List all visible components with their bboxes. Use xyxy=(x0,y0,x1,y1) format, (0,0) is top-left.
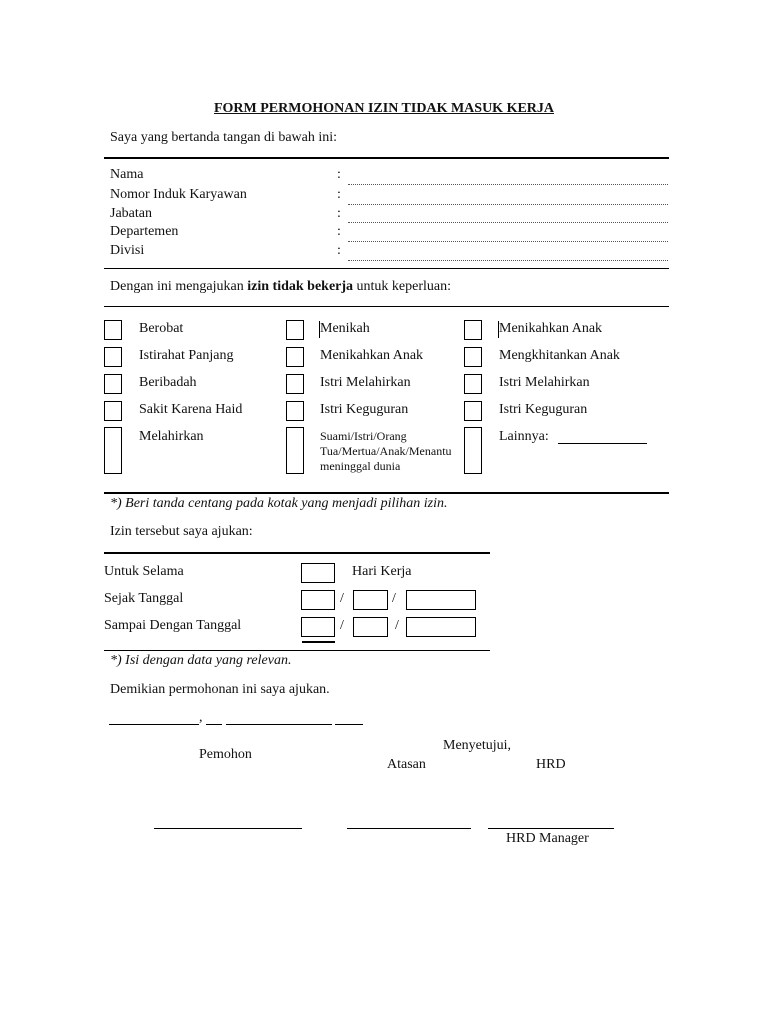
duration-days-input[interactable] xyxy=(301,563,335,583)
checkbox-sakit-karena-haid[interactable] xyxy=(104,401,122,421)
checkbox-keluarga-meninggal[interactable] xyxy=(286,427,304,474)
option-label: Menikahkan Anak xyxy=(320,348,424,363)
divider xyxy=(104,268,669,269)
divider-period-top xyxy=(104,552,490,554)
to-day-input[interactable] xyxy=(301,617,335,637)
divider xyxy=(104,306,669,307)
period-intro: Izin tersebut saya ajukan: xyxy=(110,524,253,539)
approved-label: Menyetujui, xyxy=(443,738,512,753)
day-input-line[interactable] xyxy=(206,724,222,725)
from-year-input[interactable] xyxy=(406,590,476,610)
form-title: FORM PERMOHONAN IZIN TIDAK MASUK KERJA xyxy=(213,101,555,116)
checkbox-melahirkan[interactable] xyxy=(104,427,122,474)
to-month-input[interactable] xyxy=(353,617,388,637)
nik-input-line[interactable] xyxy=(348,204,668,205)
option-label: Istri Melahirkan xyxy=(320,375,411,390)
duration-label: Untuk Selama xyxy=(104,564,184,579)
divider-period-bottom xyxy=(104,650,490,651)
date-sep: / xyxy=(340,618,344,633)
field-label-divisi: Divisi xyxy=(110,243,145,258)
option-label: Istirahat Panjang xyxy=(139,348,234,363)
field-sep: : xyxy=(337,187,341,202)
option-label: Menikahkan Anak xyxy=(499,321,603,336)
month-input-line[interactable] xyxy=(226,724,332,725)
checkbox-istri-melahirkan-2[interactable] xyxy=(464,374,482,394)
option-label: Melahirkan xyxy=(139,429,204,444)
date-sep: / xyxy=(395,618,399,633)
intro-text: Saya yang bertanda tangan di bawah ini: xyxy=(110,130,338,145)
option-label: Istri Keguguran xyxy=(499,402,588,417)
checkbox-menikahkan-anak[interactable] xyxy=(286,347,304,367)
request-text: untuk keperluan: xyxy=(353,279,452,294)
request-sentence xyxy=(110,279,451,295)
field-sep: : xyxy=(337,243,341,258)
divider-thick xyxy=(104,492,669,494)
checkbox-menikahkan-anak-2[interactable] xyxy=(464,320,482,340)
date-sep: / xyxy=(340,591,344,606)
supervisor-signature-line[interactable] xyxy=(347,828,471,829)
place-date-sep: , xyxy=(199,710,203,725)
field-label-nama: Nama xyxy=(110,167,144,182)
to-year-input[interactable] xyxy=(406,617,476,637)
option-label: Lainnya: xyxy=(499,429,549,444)
divider-top xyxy=(104,157,669,159)
request-bold-text: izin tidak bekerja xyxy=(247,279,354,294)
hrd-manager-label: HRD Manager xyxy=(506,831,589,846)
hrd-signature-line[interactable] xyxy=(488,828,614,829)
from-month-input[interactable] xyxy=(353,590,388,610)
from-day-input[interactable] xyxy=(301,590,335,610)
place-input-line[interactable] xyxy=(109,724,199,725)
field-sep: : xyxy=(337,224,341,239)
closing-text: Demikian permohonan ini saya ajukan. xyxy=(110,682,330,697)
option-label: Sakit Karena Haid xyxy=(139,402,243,417)
nama-input-line[interactable] xyxy=(348,184,668,185)
field-sep: : xyxy=(337,167,341,182)
to-date-label: Sampai Dengan Tanggal xyxy=(104,618,242,633)
option-label: Suami/Istri/Orang Tua/Mertua/Anak/Menantu meninggal dunia xyxy=(320,429,452,473)
option-label: Berobat xyxy=(139,321,184,336)
divisi-input-line[interactable] xyxy=(348,260,668,261)
supervisor-label: Atasan xyxy=(387,757,426,772)
from-date-label: Sejak Tanggal xyxy=(104,591,184,606)
option-label: Istri Melahirkan xyxy=(499,375,590,390)
hrd-label: HRD xyxy=(536,757,566,772)
departemen-input-line[interactable] xyxy=(348,241,668,242)
checkbox-mengkhitankan-anak[interactable] xyxy=(464,347,482,367)
checkbox-istirahat-panjang[interactable] xyxy=(104,347,122,367)
checkbox-menikah[interactable] xyxy=(286,320,304,340)
option-label: Menikah xyxy=(320,321,370,336)
field-sep: : xyxy=(337,206,341,221)
underline-mark xyxy=(302,641,335,643)
checkbox-istri-keguguran[interactable] xyxy=(286,401,304,421)
checkbox-istri-melahirkan[interactable] xyxy=(286,374,304,394)
field-label-nik: Nomor Induk Karyawan xyxy=(110,187,247,202)
checkbox-berobat[interactable] xyxy=(104,320,122,340)
note-checkbox: *) Beri tanda centang pada kotak yang menjadi pilihan izin. xyxy=(110,496,448,511)
applicant-label: Pemohon xyxy=(199,747,252,762)
checkbox-istri-keguguran-2[interactable] xyxy=(464,401,482,421)
applicant-signature-line[interactable] xyxy=(154,828,302,829)
option-label: Mengkhitankan Anak xyxy=(499,348,620,363)
request-text: Dengan ini mengajukan xyxy=(110,279,248,294)
option-label: Istri Keguguran xyxy=(320,402,409,417)
field-label-jabatan: Jabatan xyxy=(110,206,152,221)
checkbox-beribadah[interactable] xyxy=(104,374,122,394)
lainnya-input-line[interactable] xyxy=(558,443,647,444)
note-relevant-data: *) Isi dengan data yang relevan. xyxy=(110,653,292,668)
year-input-line[interactable] xyxy=(335,724,363,725)
field-label-departemen: Departemen xyxy=(110,224,179,239)
duration-unit: Hari Kerja xyxy=(352,564,412,579)
date-sep: / xyxy=(392,591,396,606)
jabatan-input-line[interactable] xyxy=(348,222,668,223)
option-label: Beribadah xyxy=(139,375,197,390)
checkbox-lainnya[interactable] xyxy=(464,427,482,474)
